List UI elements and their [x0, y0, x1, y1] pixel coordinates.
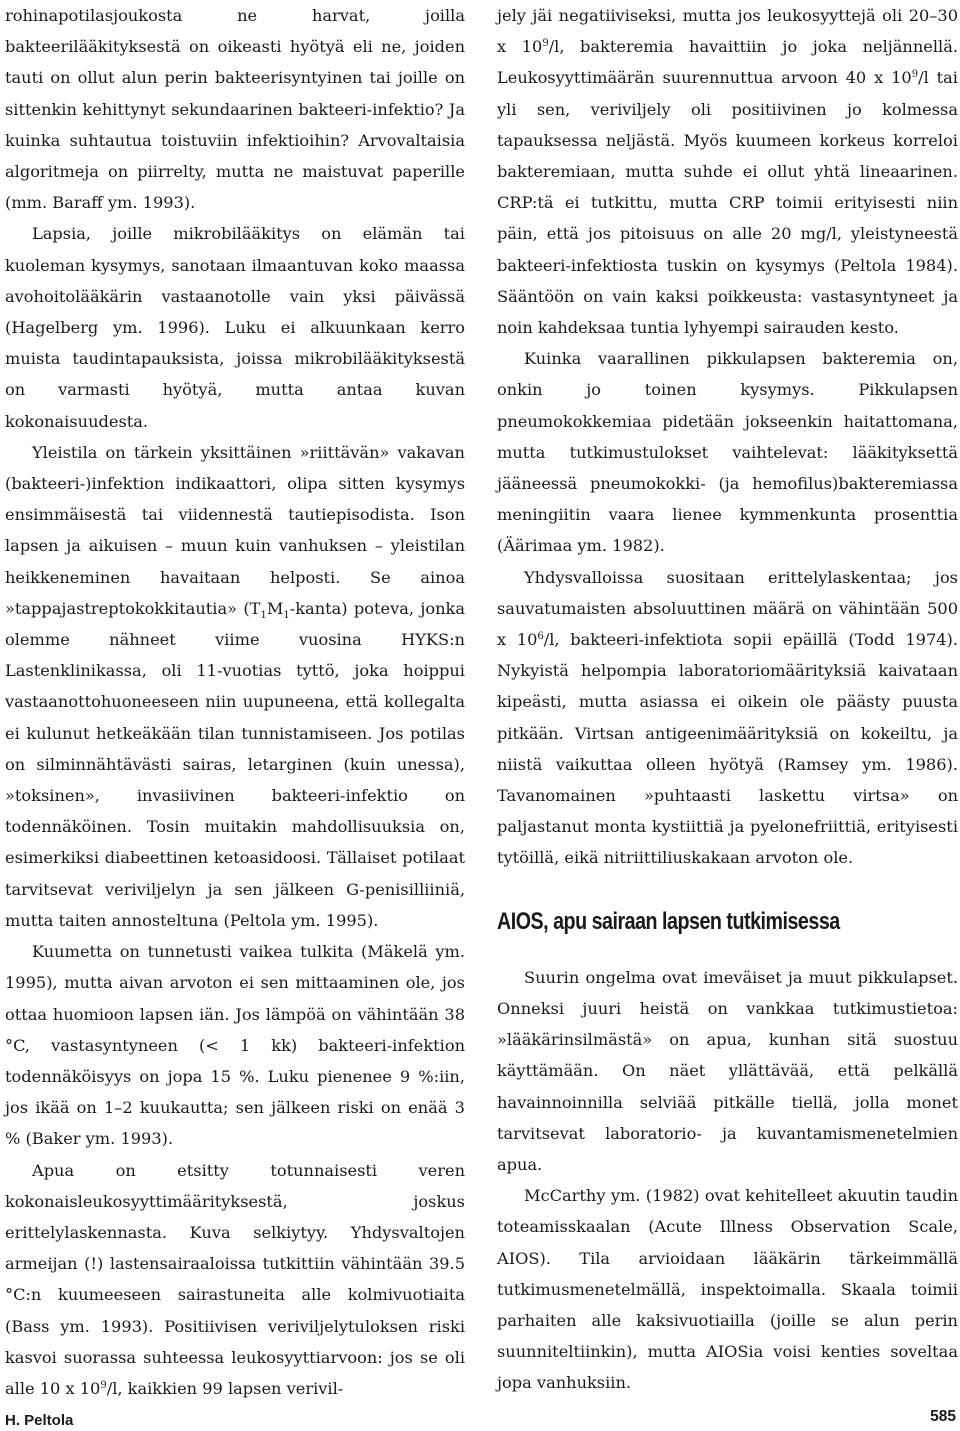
text-run: /l tai yli sen, veriviljely oli positiivinen jo kolmessa tapauksessa neljästä. Myös kuumeen korkeus korreloi bakteremiaan, mutta suhde ei ollut yhtä lineaarinen. CRP:tä ei tutkittu, mutta CRP toimii erityisesti niin päin, että jos pitoisuus on alle 20 mg/l, yleistyneestä bakteeri-infektiosta tuskin on kysymys (Peltola 1984). Sääntöön on vain kaksi poikkeusta: vastasyntyneet ja noin kahdeksaa tuntia lyhyempi sairauden kesto.: [497, 68, 958, 338]
text-run: Apua on etsitty totunnaisesti veren kokonaisleukosyyttimäärityksestä, joskus erittelylaskennasta. Kuva selkiytyy. Yhdysvaltojen armeijan (!) lastensairaaloissa tutkittiin vähintään 39.5 °C:n kuumeeseen sairastuneita alle kolmivuotiaita (Bass ym. 1993). Positiivisen veriviljelytuloksen riski kasvoi suorassa suhteessa leukosyyttiarvoon: jos se oli alle 10 x 10: [5, 1160, 465, 1398]
paragraph: McCarthy ym. (1982) ovat kehitelleet akuutin taudin toteamisskaalan (Acute Illness Observation Scale, AIOS). Tila arvioidaan lääkärin tärkeimmällä tutkimusmenetelmällä, inspektoimalla. Skaala toimii parhaiten alle kaksivuotiailla (joille se alun perin suunniteltiinkin), mutta AIOSia voisi kenties soveltaa jopa vanhuksiin.: [497, 1186, 958, 1393]
text-run: /l, bakteeri-infektiota sopii epäillä (Todd 1974). Nykyistä helpompia laboratoriomäärityksiä kaivataan kipeästi, mutta asiassa ei oikein ole päästy puusta pitkään. Virtsan antigeenimäärityksiä on kokeiltu, ja niistä vaikuttaa olleen hyötyä (Ramsey ym. 1986). Tavanomainen »puhtaasti laskettu virtsa» on paljastanut monta kystiittiä ja pyelonefriittiä, erityisesti tytöillä, eikä nitriittiliuskakaan arvoton ole.: [497, 630, 958, 868]
paragraph: Lapsia, joille mikrobilääkitys on elämän tai kuoleman kysymys, sanotaan ilmaantuvan koko maassa avohoitolääkärin vastaanotolle vain yksi päivässä (Hagelberg ym. 1996). Luku ei alkuunkaan kerro muista taudintapauksista, joissa mikrobilääkityksestä on varmasti hyötyä, mutta antaa kuvan kokonaisuudesta.: [5, 224, 465, 431]
page-footer: [0, 1408, 960, 1430]
page-number: 585: [930, 1408, 956, 1425]
text-run: jely jäi negatiiviseksi, mutta jos leukosyyttejä oli 20–30 x 10: [497, 6, 958, 57]
paragraph: [497, 562, 958, 874]
superscript: 9: [100, 1379, 107, 1391]
text-run: Yhdysvalloissa suositaan erittelylaskentaa; jos sauvatumaisten absoluuttinen määrä on vähintään 500 x 10: [497, 567, 958, 650]
left-column: [5, 0, 465, 1404]
text-run: -kanta) poteva, jonka olemme nähneet viime vuosina HYKS:n Lastenklinikassa, oli 11-vuotias tyttö, joka hoippui vastaanottohuoneeseen niin uupuneena, että kollegalta ei kulunut hetkeäkään tilan tunnistamiseen. Jos potilas on silminnähtävästi sairas, letarginen (kuin unessa), »toksinen», invasiivinen bakteeri-infektio on todennäköinen. Tosin muitakin mahdollisuuksia on, esimerkiksi diabeettinen ketoasidoosi. Tällaiset potilaat tarvitsevat veriviljelyn ja sen jälkeen G-penisilliiniä, mutta taiten annosteltuna (Peltola ym. 1995).: [5, 598, 465, 930]
superscript: 9: [911, 69, 919, 81]
paragraph: Kuumetta on tunnetusti vaikea tulkita (Mäkelä ym. 1995), mutta aivan arvoton ei sen mittaaminen ole, jos ottaa huomioon lapsen iän. Jos lämpöä on vähintään 38 °C, vastasyntyneen (< 1 kk) bakteeri-infektion todennäköisyys on jopa 15 %. Luku pienenee 9 %:iin, jos ikää on 1–2 kuukautta; sen jälkeen riski on enää 3 % (Baker ym. 1993).: [5, 942, 465, 1149]
paragraph: rohinapotilasjoukosta ne harvat, joilla bakteerilääkityksestä on oikeasti hyötyä eli ne, joiden tauti on ollut alun perin bakteerisyntyinen tai joille on sittenkin kehittynyt sekundaarinen bakteeri-infektio? Ja kuinka suhtautua toistuviin infektioihin? Arvovaltaisia algoritmeja on piirrelty, mutta ne maistuvat paperille (mm. Baraff ym. 1993).: [5, 6, 465, 213]
text-run: Yleistila on tärkein yksittäinen »riittävän» vakavan (bakteeri-)infektion indikaattori, olipa sitten kysymys ensimmäisestä tai viidennestä tautiepisodista. Ison lapsen ja aikuisen – muun kuin vanhuksen – yleistilan heikkeneminen havaitaan helposti. Se ainoa »tappajastreptokokkitautia» (T: [5, 442, 465, 618]
subscript: 1: [260, 609, 267, 621]
text-run: M: [266, 598, 284, 618]
superscript: 9: [542, 38, 549, 50]
paragraph: [5, 437, 465, 936]
paragraph: [5, 1155, 465, 1405]
subscript: 1: [283, 609, 290, 621]
text-run: /l, bakteremia havaittiin jo joka neljännellä. Leukosyyttimäärän suurennuttua arvoon 40 x 10: [497, 37, 959, 88]
paragraph: Suurin ongelma ovat imeväiset ja muut pikkulapset. Onneksi juuri heistä on vankkaa tutkimustietoa: »lääkärinsilmästä» on apua, kunhan sitä suostuu käyttämään. On näet yllättävää, että pelkällä havainnoinnilla selviää pitkälle tiellä, jolla monet tarvitsevat laboratorio- ja kuvantamismenetelmien apua.: [497, 967, 958, 1174]
superscript: 6: [537, 631, 544, 643]
paragraph: Kuinka vaarallinen pikkulapsen bakteremia on, onkin jo toinen kysymys. Pikkulapsen pneumokokkemiaa pidetään jokseenkin haitattomana, mutta tutkimustulokset vaihtelevat: lääkityksettä jääneessä pneumokokki- (ja hemofilus)bakteremiassa meningiitin vaara lienee kymmenkunta prosenttia (Äärimaa ym. 1982).: [497, 349, 958, 556]
footer-author: H. Peltola: [5, 1412, 74, 1429]
text-run: /l, kaikkien 99 lapsen verivil-: [106, 1378, 344, 1398]
right-column: [497, 0, 958, 1399]
paragraph: [497, 0, 958, 343]
section-heading: AIOS, apu sairaan lapsen tutkimisessa: [497, 907, 840, 935]
